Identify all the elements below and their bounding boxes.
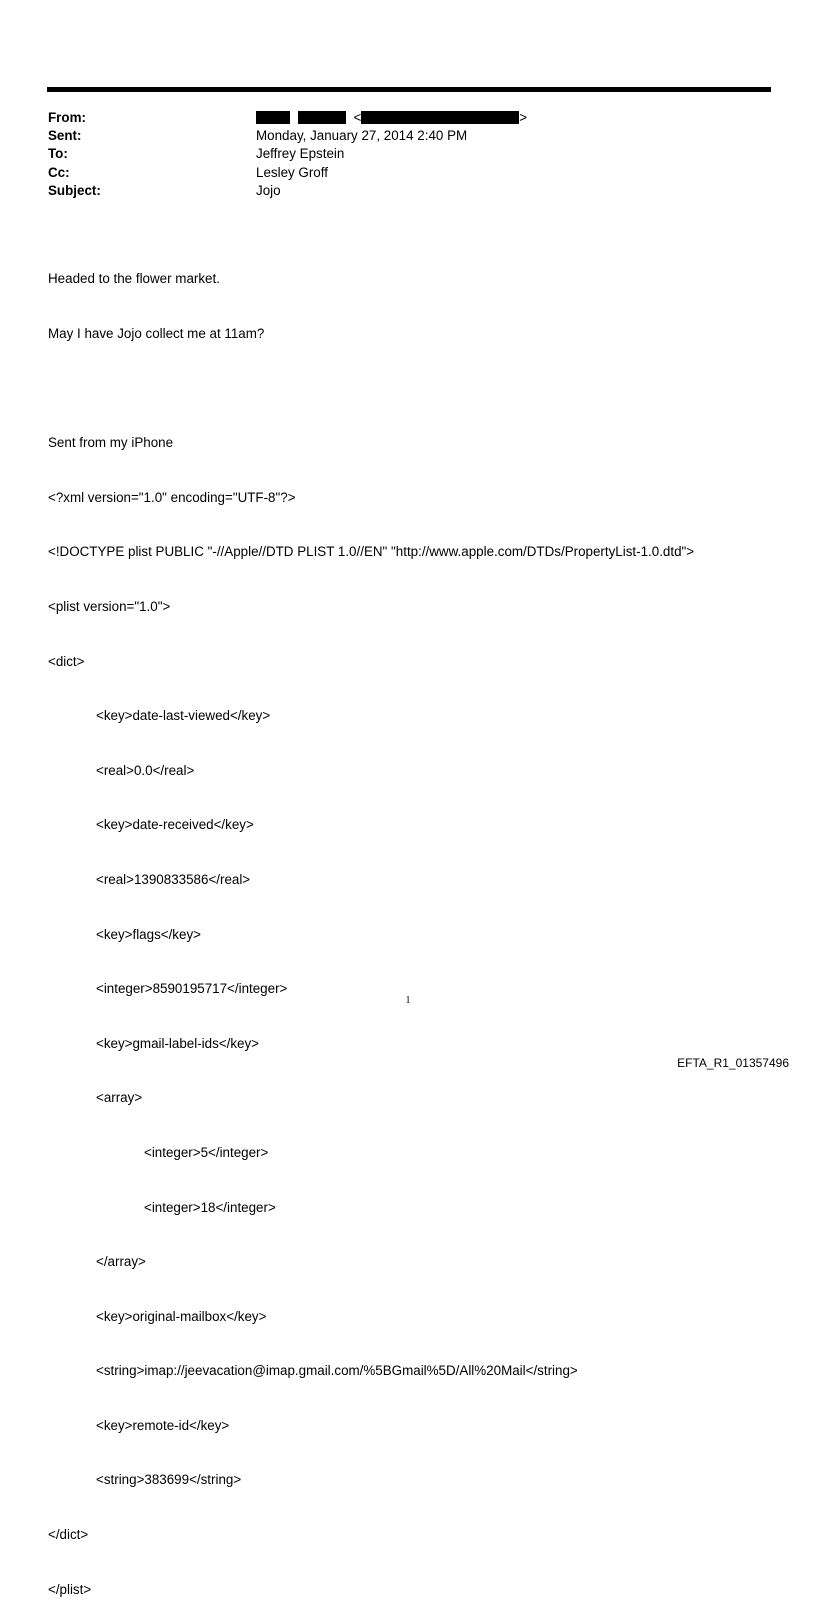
redaction-block bbox=[298, 111, 346, 124]
body-line: <key>gmail-label-ids</key> bbox=[96, 1035, 260, 1051]
body-line: <integer>8590195717</integer> bbox=[96, 981, 288, 997]
body-line: </array> bbox=[96, 1254, 146, 1270]
redaction-block bbox=[361, 111, 519, 124]
body-line: <plist version="1.0"> bbox=[48, 598, 171, 614]
body-line: <key>flags</key> bbox=[96, 926, 201, 942]
from-label: From: bbox=[48, 110, 86, 125]
body-line bbox=[48, 380, 694, 398]
to-value: Jeffrey Epstein bbox=[256, 146, 345, 162]
from-gt: > bbox=[519, 110, 528, 125]
redaction-block bbox=[256, 111, 290, 124]
body-line: <!DOCTYPE plist PUBLIC "-//Apple//DTD PLIST 1.0//EN" "http://www.apple.com/DTDs/PropertyList-1.0.dtd"> bbox=[48, 544, 695, 560]
from-value bbox=[256, 109, 527, 127]
body-line: <integer>5</integer> bbox=[144, 1144, 269, 1160]
body-line: <array> bbox=[96, 1090, 143, 1106]
body-line: <?xml version="1.0" encoding="UTF-8"?> bbox=[48, 489, 296, 505]
body-line: <key>remote-id</key> bbox=[96, 1417, 230, 1433]
body-line: <key>original-mailbox</key> bbox=[96, 1308, 267, 1324]
body-line: <dict> bbox=[48, 653, 85, 669]
body-line: <string>imap://jeevacation@imap.gmail.com/%5BGmail%5D/All%20Mail</string> bbox=[96, 1363, 578, 1379]
body-line: </plist> bbox=[48, 1581, 92, 1597]
bates-number: EFTA_R1_01357496 bbox=[677, 1056, 789, 1070]
body-line: <real>1390833586</real> bbox=[96, 871, 251, 887]
page-number: 1 bbox=[405, 995, 411, 1006]
sent-label: Sent: bbox=[48, 128, 82, 144]
sent-value: Monday, January 27, 2014 2:40 PM bbox=[256, 128, 468, 144]
body-line: <string>383699</string> bbox=[96, 1472, 242, 1488]
subject-value: Jojo bbox=[256, 182, 281, 198]
body-line: <integer>18</integer> bbox=[144, 1199, 276, 1215]
body-line: <real>0.0</real> bbox=[96, 762, 195, 778]
body-line: </dict> bbox=[48, 1527, 89, 1543]
cc-label: Cc: bbox=[48, 164, 70, 180]
body-line: <key>date-last-viewed</key> bbox=[96, 708, 271, 724]
body-line: <key>date-received</key> bbox=[96, 817, 254, 833]
subject-label: Subject: bbox=[48, 182, 101, 198]
body-line: Sent from my iPhone bbox=[48, 435, 174, 451]
body-line: May I have Jojo collect me at 11am? bbox=[48, 326, 265, 341]
to-label: To: bbox=[48, 146, 68, 162]
from-lt: < bbox=[353, 110, 362, 125]
header-rule bbox=[47, 87, 771, 92]
cc-value: Lesley Groff bbox=[256, 164, 328, 180]
email-body bbox=[48, 234, 694, 1617]
body-line: Headed to the flower market. bbox=[48, 271, 220, 287]
